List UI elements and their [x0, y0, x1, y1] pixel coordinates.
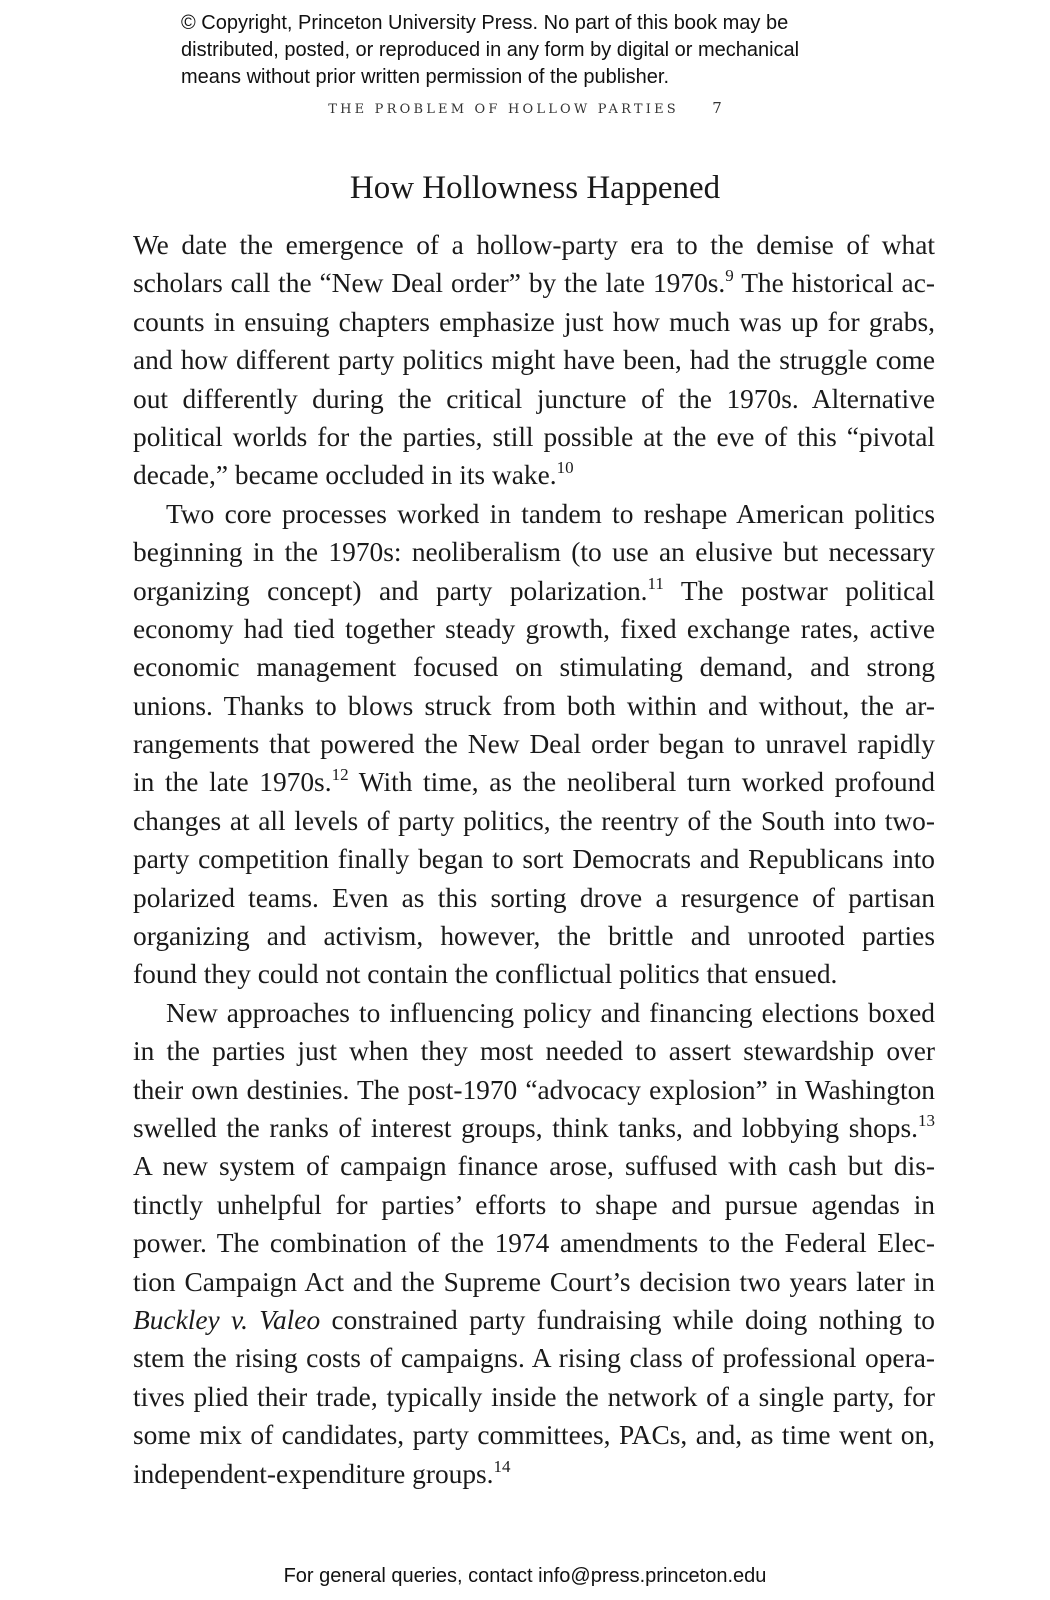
text-line: tinctly unhelpful for parties’ efforts to shape and pursue agendas in [133, 1189, 935, 1220]
section-heading: How Hollowness Happened [349, 170, 721, 206]
footer-contact: For general queries, contact info@press.princeton.edu [283, 1565, 767, 1587]
text-line: found they could not contain the conflictual politics that ensued. [133, 959, 838, 990]
case-name: Buckley v. Valeo [133, 1304, 321, 1335]
footnote-marker: 9 [725, 266, 734, 286]
text-line: their own destinies. The post-1970 “advocacy explosion” in Washington [133, 1074, 935, 1105]
page-number: 7 [712, 99, 722, 117]
footnote-marker: 10 [556, 458, 574, 478]
text-line: economy had tied together steady growth, fixed exchange rates, active [133, 613, 935, 644]
footnote-marker: 11 [647, 573, 664, 593]
text-line: tives plied their trade, typically inside the network of a single party, for [133, 1381, 935, 1412]
text-line: New approaches to influencing policy and financing elections boxed [166, 997, 935, 1028]
text-line: power. The combination of the 1974 amendments to the Federal Elec- [133, 1228, 935, 1259]
text-line: party competition finally began to sort Democrats and Republicans into [133, 844, 935, 875]
copyright-line: means without prior written permission of the publisher. [181, 66, 670, 88]
text-line: polarized teams. Even as this sorting drove a resurgence of partisan [133, 882, 935, 913]
paragraph [133, 495, 935, 994]
footnote-marker: 12 [331, 765, 349, 785]
footnote-marker: 13 [918, 1110, 935, 1130]
copyright-line: distributed, posted, or reproduced in any form by digital or mechanical [181, 39, 800, 61]
running-head-title: THE PROBLEM OF HOLLOW PARTIES [328, 102, 679, 117]
text-line: tion Campaign Act and the Supreme Court’s decision two years later in [133, 1266, 935, 1297]
paragraph [133, 226, 935, 495]
body-text [133, 226, 935, 1493]
text-line: some mix of candidates, party committees, PACs, and, as time went on, [133, 1420, 935, 1451]
copyright-line: © Copyright, Princeton University Press. No part of this book may be [181, 12, 789, 34]
text-line: decade,” became occluded in its wake.$^{10}$ [133, 458, 574, 491]
text-line: changes at all levels of party politics, the reentry of the South into two- [133, 805, 935, 836]
text-line: out differently during the critical juncture of the 1970s. Alternative [133, 383, 935, 414]
footnote-marker: 14 [493, 1456, 511, 1476]
text-line: organizing and activism, however, the brittle and unrooted parties [133, 921, 935, 952]
text-line: counts in ensuing chapters emphasize just how much was up for grabs, [133, 306, 935, 337]
text-line: Two core processes worked in tandem to reshape American politics [166, 498, 935, 529]
text-line: unions. Thanks to blows struck from both within and without, the ar- [133, 690, 935, 721]
copyright-notice [181, 10, 941, 91]
text-line: in the parties just when they most needed to assert stewardship over [133, 1036, 935, 1067]
text-line: rangements that powered the New Deal order began to unravel rapidly [133, 729, 935, 760]
text-line: and how different party politics might have been, had the struggle come [133, 345, 935, 376]
text-line: organizing concept) and party polarization.$^{11}$ The postwar political [133, 573, 935, 606]
running-head [0, 99, 1050, 117]
text-line: swelled the ranks of interest groups, think tanks, and lobbying shops.$^{13}$ [133, 1110, 935, 1143]
text-line: political worlds for the parties, still possible at the eve of this “pivotal [133, 421, 935, 452]
text-line: scholars call the “New Deal order” by the late 1970s.$^9$ The historical ac- [133, 266, 935, 299]
text-line: Buckley v. Valeo constrained party fundraising while doing nothing to [133, 1304, 936, 1335]
text-line: economic management focused on stimulating demand, and strong [133, 652, 935, 683]
text-line: A new system of campaign finance arose, suffused with cash but dis- [133, 1151, 935, 1182]
text-line: beginning in the 1970s: neoliberalism (to use an elusive but necessary [133, 537, 935, 568]
text-line: independent-expenditure groups.$^{14}$ [133, 1456, 511, 1489]
text-line: stem the rising costs of campaigns. A rising class of professional opera- [133, 1343, 935, 1374]
text-line: in the late 1970s.$^{12}$ With time, as the neoliberal turn worked profound [133, 765, 935, 798]
paragraph [133, 994, 935, 1493]
text-line: We date the emergence of a hollow-party era to the demise of what [133, 230, 935, 260]
